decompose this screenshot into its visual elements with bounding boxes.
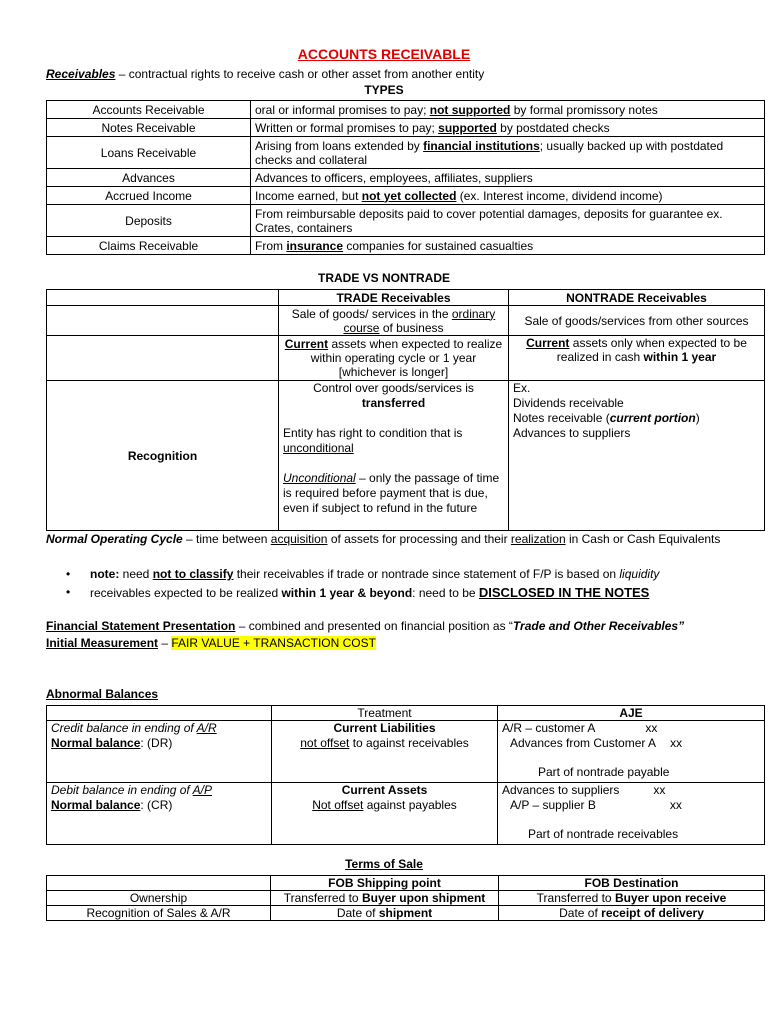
terms-table <box>46 875 765 921</box>
receivables-definition: Receivables – contractual rights to receive cash or other asset from another entity <box>46 67 485 81</box>
abnormal-heading: Abnormal Balances <box>46 687 159 701</box>
table-row: Notes Receivable Written or formal promises to pay; supported by postdated checks <box>47 119 765 137</box>
bullet-item: • <box>66 585 71 599</box>
table-row: Recognition Control over goods/services is transferred Entity has right to condition that is unconditional Unconditional – only the passage of time is required before payment that is due, even if subject to refund in the future Ex. Dividends receivable Notes receivable (current portion) Advances to suppliers <box>47 381 765 531</box>
bullet-item: • <box>66 567 71 581</box>
trade-table <box>46 289 765 531</box>
table-row: Recognition of Sales & A/R Date of shipment Date of receipt of delivery <box>47 906 765 921</box>
table-row: Advances Advances to officers, employees, affiliates, suppliers <box>47 169 765 187</box>
table-row: Claims Receivable From insurance companies for sustained casualties <box>47 237 765 255</box>
table-row: Accounts Receivable oral or informal promises to pay; not supported by formal promissory notes <box>47 101 765 119</box>
disclosure-bullet: receivables expected to be realized within 1 year & beyond: need to be DISCLOSED IN THE NOTES <box>90 585 650 600</box>
table-row: Sale of goods/ services in the ordinary course of business Sale of goods/services from other sources <box>47 306 765 336</box>
trade-heading: TRADE VS NONTRADE <box>317 271 450 285</box>
table-row: Debit balance in ending of A/P Normal balance: (CR) Current Assets Not offset against payables Advances to suppliers xx A/P – supplier B xx Part of nontrade receivables <box>47 783 765 845</box>
table-row: Ownership Transferred to Buyer upon shipment Transferred to Buyer upon receive <box>47 891 765 906</box>
page-title: ACCOUNTS RECEIVABLE <box>297 46 471 62</box>
table-row: Accrued Income Income earned, but not yet collected (ex. Interest income, dividend income) <box>47 187 765 205</box>
types-heading: TYPES <box>364 83 404 97</box>
terms-heading: Terms of Sale <box>345 857 423 871</box>
types-table <box>46 100 765 255</box>
table-row: Loans Receivable Arising from loans extended by financial institutions; usually backed up with postdated checks and collateral <box>47 137 765 169</box>
table-row: Deposits From reimbursable deposits paid to cover potential damages, deposits for guarantee ex. Crates, containers <box>47 205 765 237</box>
note-bullet: note: need not to classify their receivables if trade or nontrade since statement of F/P is based on liquidity <box>90 567 660 581</box>
noc-definition: Normal Operating Cycle – time between acquisition of assets for processing and their realization in Cash or Cash Equivalents <box>46 532 721 546</box>
table-row: Credit balance in ending of A/R Normal balance: (DR) Current Liabilities not offset to against receivables A/R – customer A xx Advances from Customer A xx Part of nontrade payable <box>47 721 765 783</box>
fsp-definition: Financial Statement Presentation – combined and presented on financial position as “Trade and Other Receivables” <box>46 619 685 633</box>
table-row: FOB Shipping point FOB Destination <box>47 876 765 891</box>
table-row: Current assets when expected to realize within operating cycle or 1 year [whichever is longer] Current assets only when expected to be realized in cash within 1 year <box>47 336 765 381</box>
table-row: Treatment AJE <box>47 706 765 721</box>
abnormal-table <box>46 705 765 845</box>
table-row: TRADE Receivables NONTRADE Receivables <box>47 290 765 306</box>
initial-measurement: Initial Measurement – FAIR VALUE + TRANSACTION COST <box>46 636 376 650</box>
